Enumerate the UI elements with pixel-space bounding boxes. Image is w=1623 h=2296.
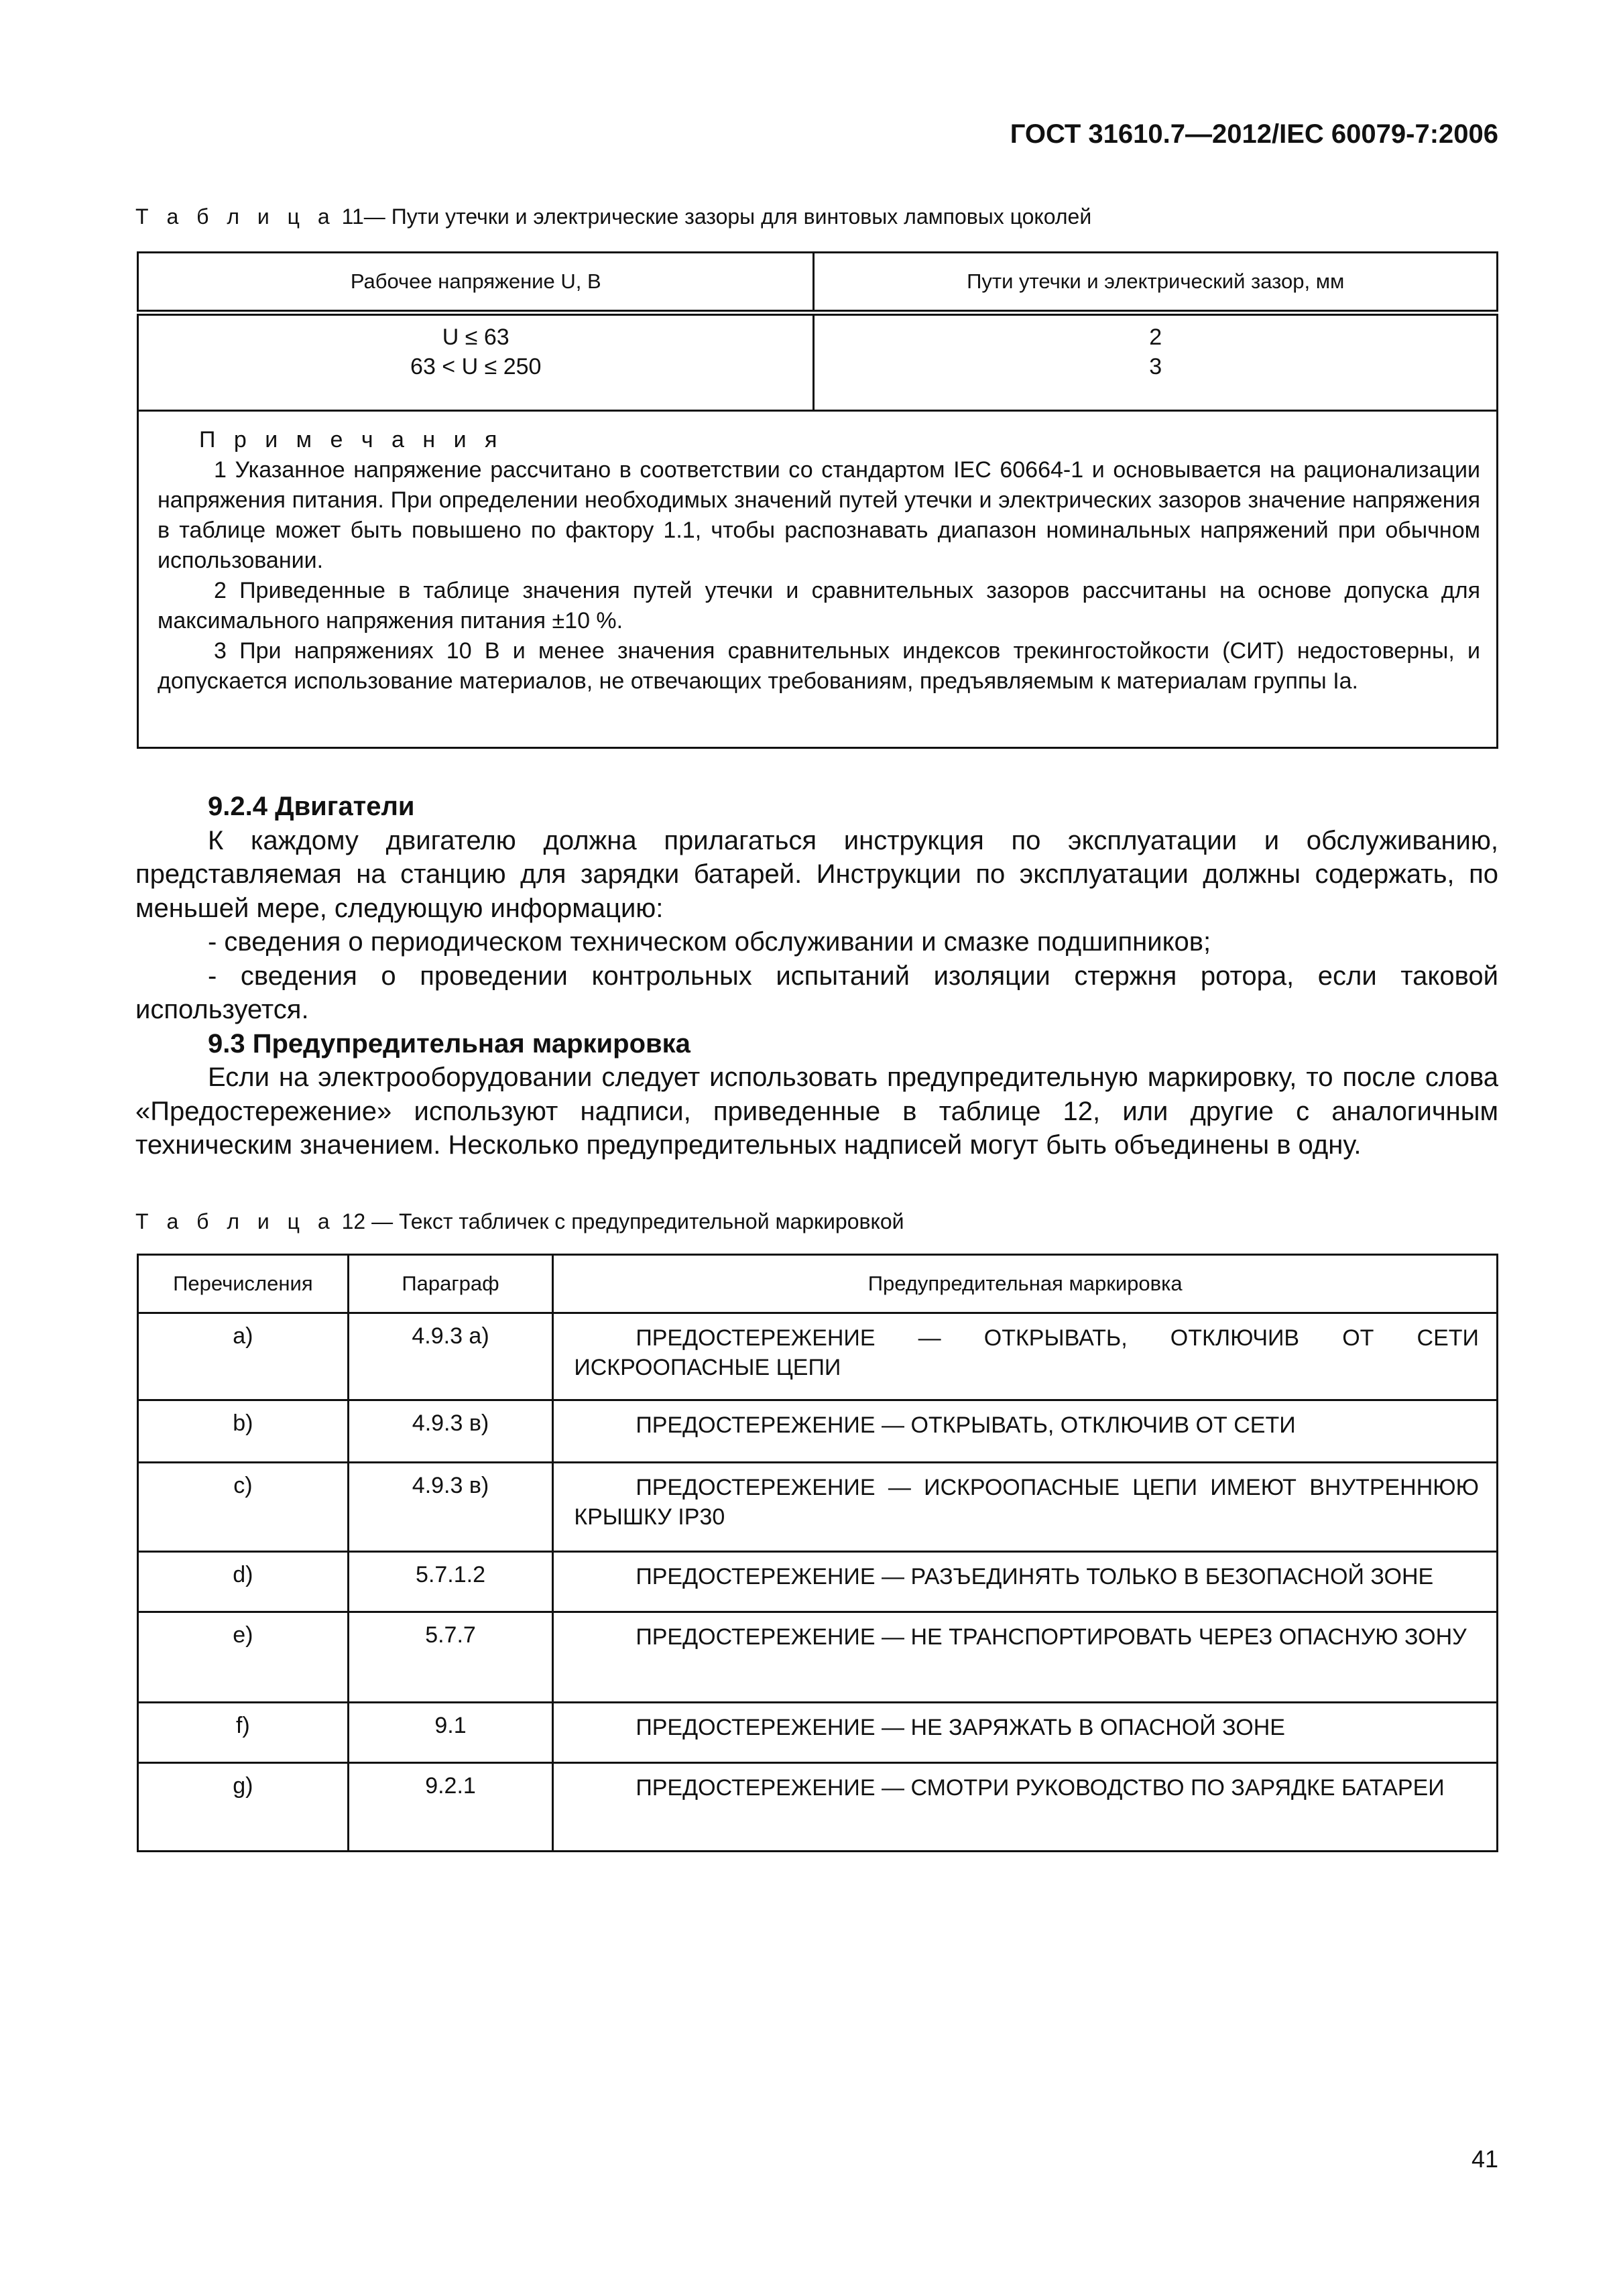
row-paragraph: 9.1: [348, 1703, 553, 1763]
row-marking-text: ПРЕДОСТЕРЕЖЕНИЕ — ИСКРООПАСНЫЕ ЦЕПИ ИМЕЮТ ВНУТРЕННЮЮ КРЫШКУ IP30: [574, 1475, 1479, 1530]
note-2: 2 Приведенные в таблице значения путей утечки и сравнительных зазоров рассчитаны на основе допуска для максимального напряжения питания ±10 %.: [158, 578, 1480, 633]
table11-distance-1: 2: [1149, 324, 1162, 350]
table-row: [138, 1552, 1498, 1612]
row-marking: [553, 1463, 1498, 1552]
row-marking-text: ПРЕДОСТЕРЕЖЕНИЕ — РАЗЪЕДИНЯТЬ ТОЛЬКО В БЕЗОПАСНОЙ ЗОНЕ: [636, 1564, 1434, 1589]
table11-col2-header: Пути утечки и электрический зазор, мм: [814, 253, 1498, 313]
section-93-heading: 9.3 Предупредительная маркировка: [208, 1028, 690, 1059]
table12-header-enum: Перечисления: [138, 1255, 349, 1313]
row-marking: [553, 1552, 1498, 1612]
table12-caption: [135, 1209, 904, 1234]
row-marking: [553, 1703, 1498, 1763]
row-enum: g): [138, 1763, 349, 1852]
table11-caption-text: 11— Пути утечки и электрические зазоры для винтовых ламповых цоколей: [341, 204, 1092, 229]
page-number: 41: [1471, 2145, 1498, 2173]
table11-header-row: [138, 253, 1498, 313]
table11-notes: [138, 411, 1498, 748]
table-row: [138, 1763, 1498, 1852]
table11-col1-header: Рабочее напряжение U, В: [138, 253, 814, 313]
body-text: [135, 790, 1498, 1162]
table12-caption-label: Т а б л и ц а: [135, 1209, 336, 1233]
section-924-heading: 9.2.4 Двигатели: [208, 792, 415, 821]
table11-voltage-cell: [138, 313, 814, 411]
table11-distance-2: 3: [1149, 354, 1162, 379]
table12-header-marking: Предупредительная маркировка: [553, 1255, 1498, 1313]
note-3: 3 При напряжениях 10 В и менее значения сравнительных индексов трекингостойкости (СИТ) недостоверны, и допускается использование материалов, не отвечающих требованиям, предъявляемым к материалам группы Iа.: [158, 638, 1480, 694]
row-marking-text: ПРЕДОСТЕРЕЖЕНИЕ — НЕ ЗАРЯЖАТЬ В ОПАСНОЙ ЗОНЕ: [636, 1715, 1285, 1740]
table-row: [138, 1612, 1498, 1703]
table11-caption: [135, 204, 1091, 229]
row-paragraph: 4.9.3 в): [348, 1463, 553, 1552]
section-93-text: Если на электрооборудовании следует использовать предупредительную маркировку, то после слова «Предостережение» используют надписи, приведенные в таблице 12, или другие с аналогичным техническим значением. Несколько предупредительных надписей могут быть объединены в одну.: [135, 1063, 1498, 1160]
table11-distance-cell: [814, 313, 1498, 411]
row-paragraph: 9.2.1: [348, 1763, 553, 1852]
note-1: 1 Указанное напряжение рассчитано в соответствии со стандартом IEC 60664-1 и основывается на рационализации напряжения питания. При определении необходимых значений путей утечки и электрических зазоров значение напряжения в таблице может быть повышено по фактору 1.1, чтобы распознавать диапазон номинальных напряжений при обычном использовании.: [158, 457, 1480, 573]
table12-caption-text: 12 — Текст табличек с предупредительной маркировкой: [341, 1209, 904, 1233]
table11-values-row: [138, 313, 1498, 411]
section-924-intro: К каждому двигателю должна прилагаться инструкция по эксплуатации и обслуживанию, представляемая на станцию для зарядки батарей. Инструкции по эксплуатации должны содержать, по меньшей мере, следующую информацию:: [135, 825, 1498, 923]
row-enum: f): [138, 1703, 349, 1763]
section-924-item-2: - сведения о проведении контрольных испытаний изоляции стержня ротора, если таковой используется.: [135, 961, 1498, 1024]
row-marking: [553, 1313, 1498, 1400]
row-paragraph: 4.9.3 a): [348, 1313, 553, 1400]
table12-header-row: [138, 1255, 1498, 1313]
table11-notes-row: [138, 411, 1498, 748]
row-marking-text: ПРЕДОСТЕРЕЖЕНИЕ — ОТКРЫВАТЬ, ОТКЛЮЧИВ ОТ СЕТИ: [636, 1412, 1296, 1438]
row-paragraph: 5.7.1.2: [348, 1552, 553, 1612]
row-enum: d): [138, 1552, 349, 1612]
table11-voltage-1: U ≤ 63: [442, 324, 509, 350]
row-enum: a): [138, 1313, 349, 1400]
table12: [137, 1254, 1498, 1852]
table12-header-para: Параграф: [348, 1255, 553, 1313]
table-row: [138, 1313, 1498, 1400]
row-marking-text: ПРЕДОСТЕРЕЖЕНИЕ — НЕ ТРАНСПОРТИРОВАТЬ ЧЕРЕЗ ОПАСНУЮ ЗОНУ: [636, 1624, 1467, 1650]
row-enum: e): [138, 1612, 349, 1703]
row-marking: [553, 1763, 1498, 1852]
row-marking: [553, 1400, 1498, 1463]
row-marking: [553, 1612, 1498, 1703]
row-paragraph: 4.9.3 в): [348, 1400, 553, 1463]
notes-title: П р и м е ч а н и я: [199, 427, 503, 452]
row-enum: c): [138, 1463, 349, 1552]
row-marking-text: ПРЕДОСТЕРЕЖЕНИЕ — ОТКРЫВАТЬ, ОТКЛЮЧИВ ОТ СЕТИ ИСКРООПАСНЫЕ ЦЕПИ: [574, 1325, 1479, 1380]
table-row: [138, 1703, 1498, 1763]
section-924-item-1: - сведения о периодическом техническом обслуживании и смазке подшипников;: [208, 927, 1211, 957]
table-row: [138, 1400, 1498, 1463]
table11-voltage-2: 63 < U ≤ 250: [410, 354, 542, 379]
row-marking-text: ПРЕДОСТЕРЕЖЕНИЕ — СМОТРИ РУКОВОДСТВО ПО ЗАРЯДКЕ БАТАРЕИ: [636, 1775, 1445, 1801]
row-enum: b): [138, 1400, 349, 1463]
table11: [137, 251, 1498, 749]
document-header: ГОСТ 31610.7—2012/IEC 60079-7:2006: [1010, 119, 1498, 149]
row-paragraph: 5.7.7: [348, 1612, 553, 1703]
table11-caption-label: Т а б л и ц а: [135, 204, 336, 229]
table-row: [138, 1463, 1498, 1552]
